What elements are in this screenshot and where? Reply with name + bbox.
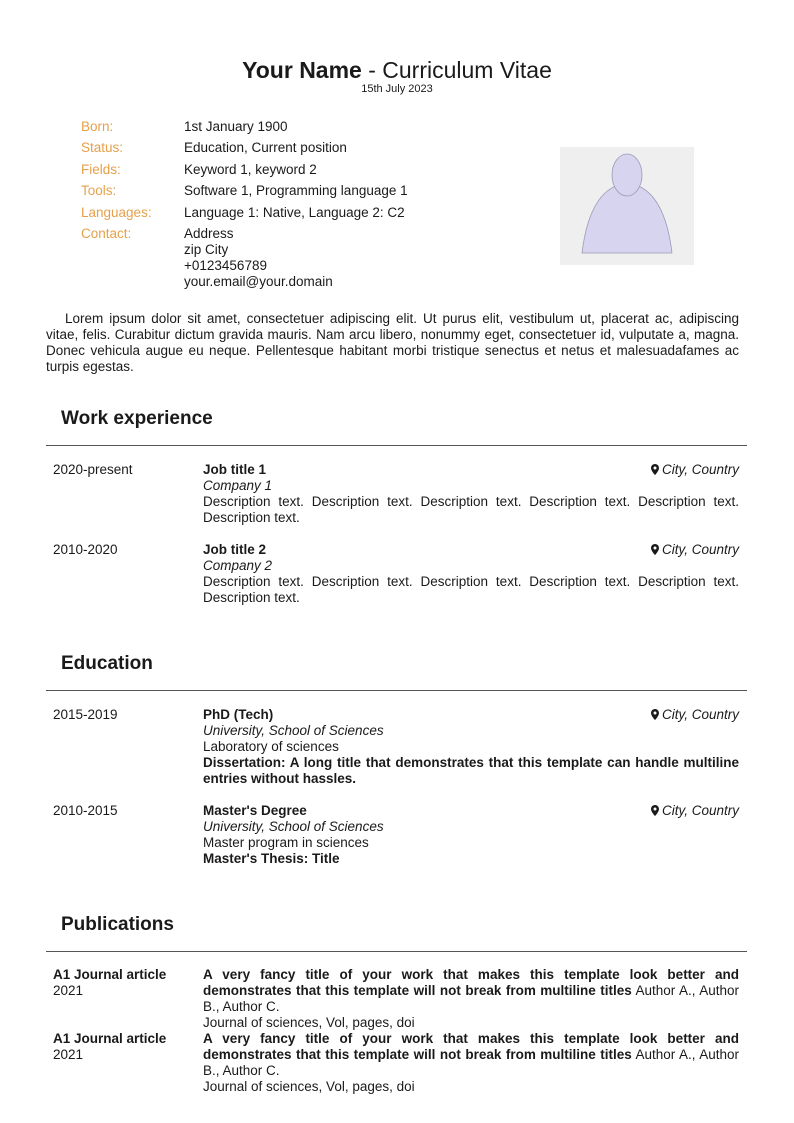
info-label: Status: [81,140,124,156]
publication-title: A very fancy title of your work that makes this template look better and demonstrates that this template will not break from multiline titles [203,967,739,998]
entry-date: 2020-present [53,462,133,477]
contact-city: zip City [184,241,229,257]
info-label: Contact: [81,225,132,241]
section-title-education: Education [61,653,153,674]
publication-title: A very fancy title of your work that makes this template look better and demonstrates that this template will not break from multiline titles [203,1031,739,1062]
intro-paragraph: Lorem ipsum dolor sit amet, consectetuer adipiscing elit. Ut purus elit, vestibulum ut, placerat ac, adipiscing vitae, felis. Curabitur dictum gravida mauris. Nam arcu libero, nonummy eget, consectetuer id, vulputate a, magna. Donec vehicula augue eu neque. Pellentesque habitant morbi tristique senectus et netus et malesuadafames ac turpis egestas. [46,311,739,374]
entry-location [651,803,739,819]
entry-description: Description text. Description text. Description text. Description text. Description text. Description text. [203,494,739,525]
publication-type: A1 Journal article [53,1031,167,1046]
info-row-status [81,140,408,156]
work-entry [53,462,739,526]
entry-detail: Master program in sciences [203,835,369,850]
entry-title: Master's Degree [203,803,307,818]
section-divider [46,690,747,691]
entry-org: University, School of Sciences [203,819,384,834]
work-entry [53,542,739,606]
publication-journal: Journal of sciences, Vol, pages, doi [203,1015,415,1030]
entry-date: 2015-2019 [53,707,118,722]
entry-org: Company 1 [203,478,273,493]
info-label: Born: [81,119,114,134]
publication-year: 2021 [53,983,84,998]
entry-title: Job title 2 [203,542,267,557]
publication-journal: Journal of sciences, Vol, pages, doi [203,1079,415,1094]
location-text: City, Country [661,542,739,557]
publication-authors: Author A., Author B., Author C. [203,983,740,1014]
info-row-contact [81,226,408,290]
map-pin-icon [651,464,659,475]
profile-photo [560,147,694,265]
map-pin-icon [651,805,659,816]
publication-type: A1 Journal article [53,967,167,982]
section-title-work: Work experience [61,408,213,429]
title-suffix: - Curriculum Vitae [361,57,552,83]
info-row-tools [81,183,408,199]
contact-block [184,226,333,290]
contact-email[interactable]: your.email@your.domain [184,273,333,289]
contact-address: Address [184,225,234,241]
info-value: Keyword 1, keyword 2 [184,161,317,177]
contact-phone: +0123456789 [184,257,267,273]
entry-org: Company 2 [203,558,273,573]
info-row-languages [81,205,408,221]
info-value: Education, Current position [184,140,347,156]
section-title-publications: Publications [61,914,174,935]
publication-authors: Author A., Author B., Author C. [203,1047,740,1078]
entry-org: University, School of Sciences [203,723,384,738]
education-entry [53,707,739,787]
cv-header [0,56,794,96]
entry-title: PhD (Tech) [203,707,274,722]
entry-location [651,707,739,723]
personal-info [81,119,408,295]
entry-location [651,462,739,478]
entry-detail: Laboratory of sciences [203,739,339,754]
info-value: 1st January 1900 [184,119,288,134]
entry-title: Job title 1 [203,462,267,477]
person-silhouette-icon [560,147,694,265]
location-text: City, Country [661,803,739,818]
publication-entry [53,967,740,1030]
entry-date: 2010-2015 [53,803,118,818]
publication-year: 2021 [53,1047,84,1062]
entry-location [651,542,739,558]
map-pin-icon [651,544,659,555]
info-value: Software 1, Programming language 1 [184,183,408,199]
info-value: Language 1: Native, Language 2: C2 [184,204,405,220]
education-entry [53,803,739,867]
map-pin-icon [651,709,659,720]
section-divider [46,951,747,952]
publication-entry [53,1031,740,1094]
entry-description: Description text. Description text. Description text. Description text. Description text. Description text. [203,574,739,605]
entry-thesis: Master's Thesis: Title [203,851,340,866]
info-row-fields [81,162,408,178]
location-text: City, Country [661,462,739,477]
info-label: Fields: [81,161,121,177]
section-divider [46,445,747,446]
info-label: Tools: [81,183,117,199]
cv-date: 15th July 2023 [361,83,433,95]
page-title [0,56,794,84]
location-text: City, Country [661,707,739,722]
info-row-born [81,119,408,135]
info-label: Languages: [81,204,152,220]
entry-thesis: Dissertation: A long title that demonstrates that this template can handle multiline entries without hassles. [203,755,739,786]
entry-date: 2010-2020 [53,542,118,557]
person-name: Your Name [242,57,362,83]
